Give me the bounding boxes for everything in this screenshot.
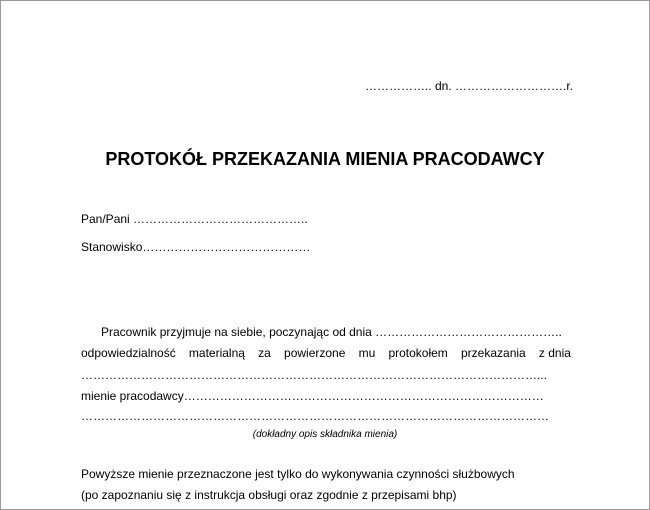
body-word: protokołem [388, 346, 448, 360]
body-word: materialną [188, 346, 245, 360]
document-title: PROTOKÓŁ PRZEKAZANIA MIENIA PRACODAWCY [105, 149, 545, 169]
note-line-2: (po zapoznaniu się z instrukcja obsługi oraz zgodnie z przepisami bhp) [81, 488, 457, 502]
note-line-1: Powyższe mienie przeznaczone jest tylko do wykonywania czynności służbowych [81, 467, 515, 481]
body-word: odpowiedzialność [81, 346, 176, 360]
place-date-line: …………….. dn. ……………………….r. [365, 79, 574, 93]
body-line-2 [81, 346, 571, 360]
body-word: za [258, 346, 271, 360]
body-line-4: mienie pracodawcy……………………………………………………………………………… [81, 389, 544, 403]
body-word: przekazania [461, 346, 526, 360]
body-word: z dnia [538, 346, 571, 360]
description-caption [1, 429, 649, 440]
body-line-5: ……………………………………………………………………………………………………… [81, 409, 549, 423]
employee-position-field: Stanowisko…………………………………… [81, 240, 311, 254]
body-line-1: Pracownik przyjmuje na siebie, poczynając od dnia ……………………………………….. [101, 325, 562, 339]
body-line-3: ……………………………………………………………………………………………………... [81, 368, 548, 382]
body-word: powierzone [284, 346, 346, 360]
caption-text: (dokładny opis składnika mienia) [252, 429, 398, 440]
body-word: mu [358, 346, 376, 360]
employee-name-field: Pan/Pani …………………………………….. [81, 212, 308, 226]
